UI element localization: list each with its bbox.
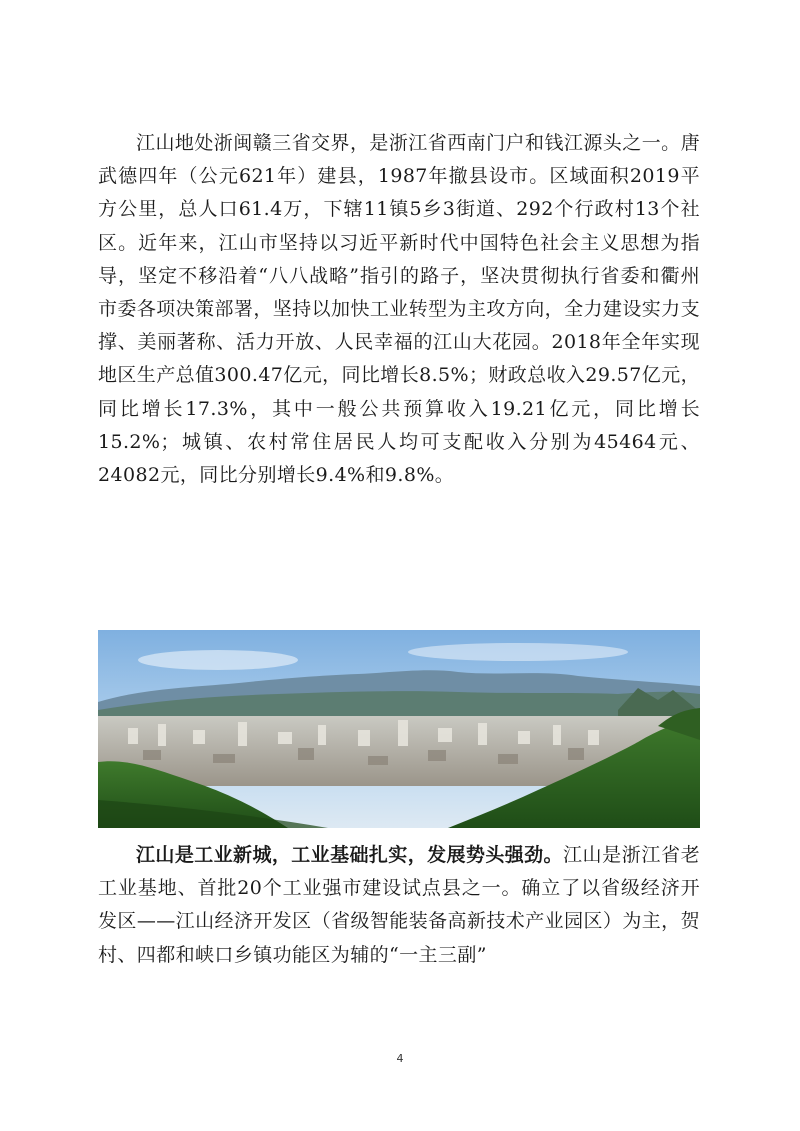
panorama-illustration [98,630,700,828]
industry-paragraph [98,839,700,972]
industry-paragraph-lead: 江山是工业新城，工业基础扎实，发展势头强劲。 [136,844,563,866]
city-panorama-photo [98,630,700,828]
intro-paragraph: 江山地处浙闽赣三省交界，是浙江省西南门户和钱江源头之一。唐武德四年（公元621年）建县，1987年撤县设市。区域面积2019平方公里，总人口61.4万，下辖11镇5乡3街道、292个行政村13个社区。近年来，江山市坚持以习近平新时代中国特色社会主义思想为指导，坚定不移沿着“八八战略”指引的路子，坚决贯彻执行省委和衢州市委各项决策部署，坚持以加快工业转型为主攻方向，全力建设实力支撑、美丽著称、活力开放、人民幸福的江山大花园。2018年全年实现地区生产总值300.47亿元，同比增长8.5%；财政总收入29.57亿元，同比增长17.3%，其中一般公共预算收入19.21亿元，同比增长15.2%；城镇、农村常住居民人均可支配收入分别为45464元、24082元，同比分别增长9.4%和9.8%。 [98,132,700,487]
page-number: 4 [396,1052,404,1065]
industry-paragraph-body: 江山是浙江省老工业基地、首批20个工业强市建设试点县之一。确立了以省级经济开发区——江山经济开发区（省级智能装备高新技术产业园区）为主，贺村、四都和峡口乡镇功能区为辅的“一主三副” [98,844,700,966]
